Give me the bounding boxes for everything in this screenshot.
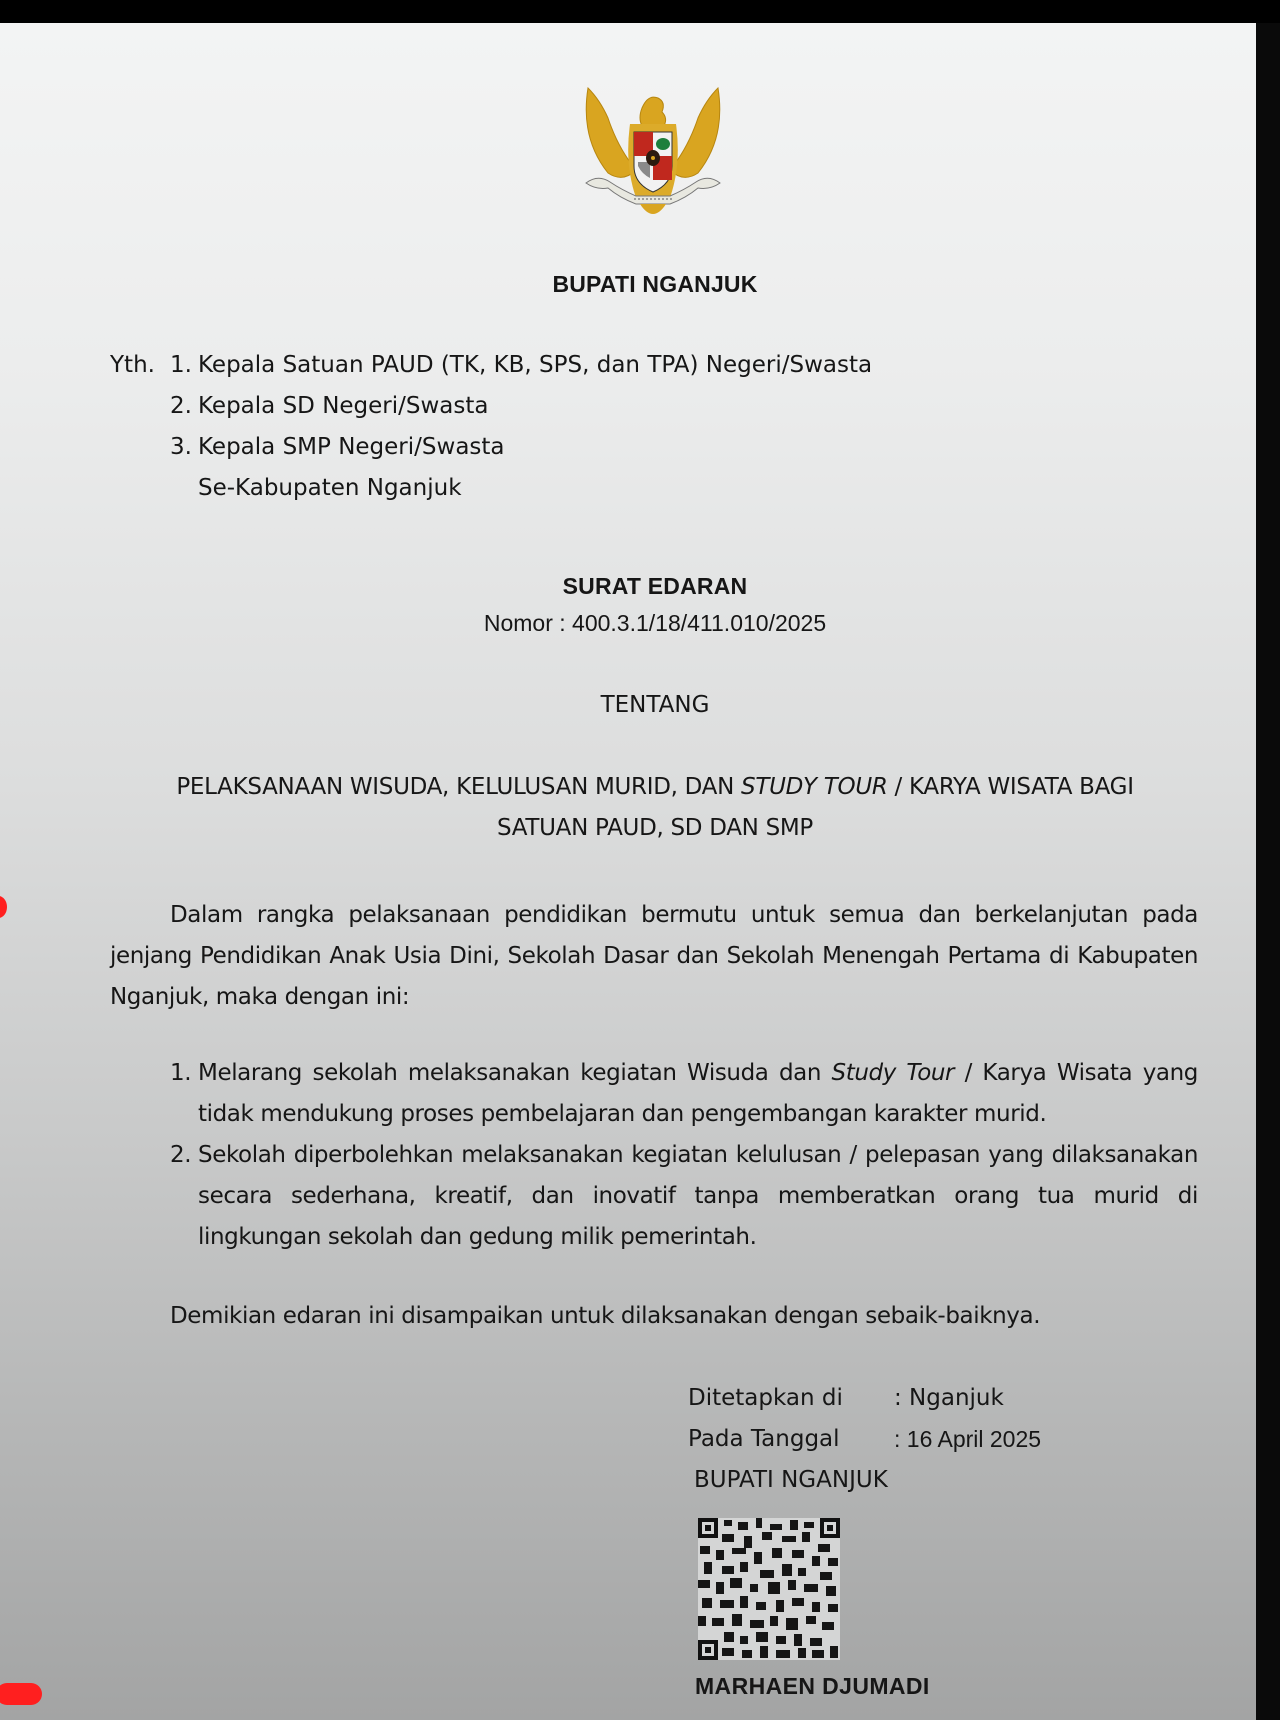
- addressee-text: Kepala SD Negeri/Swasta: [198, 393, 489, 419]
- directive-text: Melarang sekolah melaksanakan kegiatan Wisuda dan Study Tour / Karya Wisata yang tidak mendukung proses pembelajaran dan pengembangan karakter murid.: [198, 1060, 1198, 1127]
- addressee-item: [110, 427, 872, 468]
- date-label: Pada Tanggal: [688, 1426, 840, 1452]
- subject-line-1: [0, 774, 1280, 800]
- directive-number: 2.: [170, 1142, 192, 1168]
- signature-block: [688, 1378, 1041, 1501]
- doc-number: Nomor : 400.3.1/18/411.010/2025: [483, 610, 827, 636]
- directive-item: [170, 1053, 1198, 1135]
- subject-text: / KARYA WISATA BAGI: [887, 774, 1134, 800]
- date-value: : 16 April 2025: [894, 1426, 1042, 1452]
- signer-name: MARHAEN DJUMADI: [695, 1673, 930, 1699]
- place-value: : Nganjuk: [894, 1385, 1004, 1411]
- addressee-scope: Se-Kabupaten Nganjuk: [198, 475, 462, 501]
- addressee-item: [110, 345, 872, 386]
- qr-code-icon: [698, 1518, 840, 1660]
- addressee-text: Kepala SMP Negeri/Swasta: [198, 434, 505, 460]
- addressee-block: [110, 345, 872, 509]
- directive-number: 1.: [170, 1060, 192, 1086]
- intro-paragraph: Dalam rangka pelaksanaan pendidikan bermutu untuk semua dan berkelanjutan pada jenjang Pendidikan Anak Usia Dini, Sekolah Dasar dan Sekolah Menengah Pertama di Kabupaten Nganjuk, maka dengan ini:: [110, 902, 1198, 1010]
- signature-date-row: [688, 1419, 1041, 1460]
- addressee-number: 2.: [170, 393, 192, 419]
- addressee-text: Kepala Satuan PAUD (TK, KB, SPS, dan TPA) Negeri/Swasta: [198, 352, 873, 378]
- issuer-heading: BUPATI NGANJUK: [552, 271, 758, 297]
- signature-place-row: [688, 1378, 1041, 1419]
- about-label: TENTANG: [600, 692, 710, 718]
- addressee-item: [110, 386, 872, 427]
- subject-italic: STUDY TOUR: [741, 774, 888, 800]
- garuda-emblem-icon: [578, 78, 728, 228]
- directive-list: [170, 1053, 1198, 1258]
- red-annotation-stroke: [0, 1683, 42, 1705]
- doc-type-heading: SURAT EDARAN: [562, 573, 748, 599]
- document-page: [0, 23, 1258, 1720]
- red-annotation-dot: [0, 896, 7, 918]
- directive-text: Sekolah diperbolehkan melaksanakan kegiatan kelulusan / pelepasan yang dilaksanakan secara sederhana, kreatif, dan inovatif tanpa memberatkan orang tua murid di lingkungan sekolah dan gedung milik pemerintah.: [198, 1142, 1198, 1250]
- closing-sentence: Demikian edaran ini disampaikan untuk dilaksanakan dengan sebaik-baiknya.: [170, 1303, 1041, 1329]
- addressee-number: 1.: [170, 352, 192, 378]
- subject-line-2: SATUAN PAUD, SD DAN SMP: [497, 815, 813, 841]
- right-edge-strip: [1256, 23, 1280, 1720]
- place-label: Ditetapkan di: [688, 1385, 843, 1411]
- signer-title: BUPATI NGANJUK: [694, 1467, 888, 1493]
- directive-item: [170, 1135, 1198, 1258]
- subject-text: PELAKSANAAN WISUDA, KELULUSAN MURID, DAN: [176, 774, 742, 800]
- addressee-prefix: Yth.: [110, 352, 155, 378]
- addressee-number: 3.: [170, 434, 192, 460]
